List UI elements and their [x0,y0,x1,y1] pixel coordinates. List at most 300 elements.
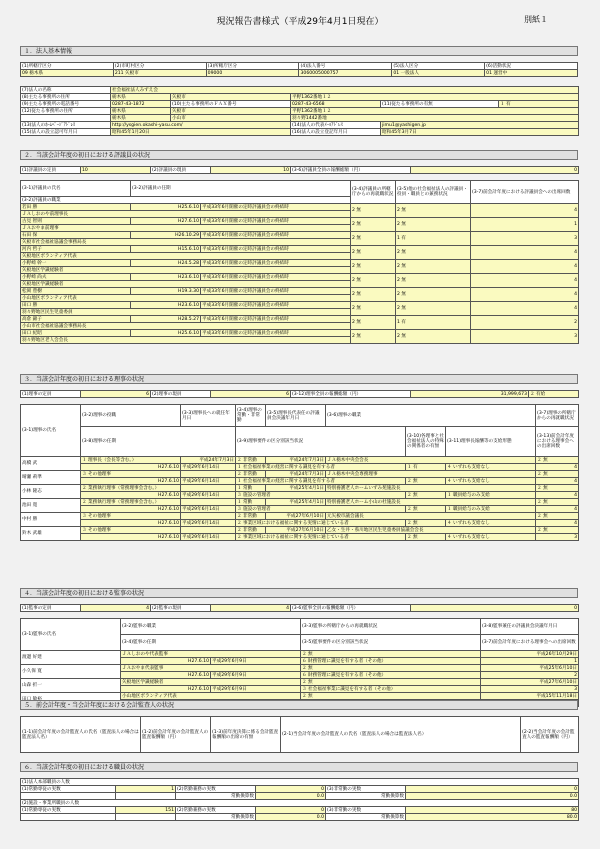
cell: 平成33年6月開催の定時評議員会の終結時 [201,218,351,225]
cell: (2)常勤兼務の実数 [176,786,256,793]
cell: １ 有 [406,464,446,471]
header-cell: (3-5)他の社会福祉法人の評議員・役員・職員との兼務状況 [396,181,471,204]
cell: ２ 業務執行理事（常務理事会含む。） [81,485,181,492]
header-cell: (3-4)理事の常勤・非常勤 [236,405,266,427]
cell: H28.5.27 [131,316,201,323]
cell: (10)主たる事務所のＦＡＸ番号 [171,101,291,108]
cell: ＪＡしおのや代表監事 [121,651,301,658]
cell: (1)法人本部職員の人数 [21,779,579,786]
cell: 平野1362番地１２ [291,94,579,101]
cell: 2 無 [351,218,396,232]
cell: (2)常勤兼務の実数 [176,807,256,814]
header-cell: (3-1)監事の氏名 [21,619,121,651]
cell: (9)主たる事務所の電話番号 [21,101,111,108]
cell: 平成29年6月9日 [211,658,301,665]
header-cell: (3-9)理事要件の区分別該当状況 [236,427,406,457]
cell: ２ 無 [536,513,579,520]
director-term-row [21,464,579,471]
section-5-title: ５．前会計年度・当会計年度における会計監査人の状況 [20,700,578,710]
cell: 1 [471,218,579,232]
cell: (2)理事の現員 [151,391,211,398]
cell: 平成25年4月1日 [266,499,326,506]
cell: 2 無 [396,274,471,288]
cell: １ 常勤 [236,485,266,492]
header-cell: (3-5)理事長代表任の評議員会決議年月日 [266,405,326,427]
cell: H25.6.10 [131,204,201,211]
cell: 小野崎 尚夫 [21,274,131,281]
cell: (3)非常勤の実数 [326,786,406,793]
cell: (14)法人の代表ﾒｰﾙｱﾄﾞﾚｽ [291,122,381,129]
cell: ２ 無 [536,499,579,506]
cell: 羽々野地区民生児童委員 [21,309,351,316]
cell: 田口 紀昭 [21,330,131,337]
director-row [21,485,579,492]
cell: 1 有 [396,232,471,246]
cell: 4 [536,464,579,471]
cell: ２ 無 [536,485,579,492]
cell: H27.6.10 [81,506,181,513]
auditor-row [21,693,579,700]
cell: 松岡 豊樹 [21,288,131,295]
councilor-row [21,232,579,239]
cell: 0 [256,786,326,793]
cell: 小野崎 幹一 [21,260,131,267]
cell: 6 [81,391,151,398]
cell: 4 [471,274,579,288]
s3-top-table [20,390,579,398]
cell: (1)監事の定員 [21,605,81,612]
s1-info-table [20,86,579,136]
header-cell: (3-1)評議員の氏名 [21,181,131,197]
cell: 平成29年6月14日 [181,478,236,485]
cell [21,115,111,122]
cell: 平成33年6月開催の定時評議員会の終結時 [201,246,351,253]
cell: ２ 無 [301,651,481,658]
header-cell: (3-13)前会計年度における理事会への出席回数 [536,427,579,457]
cell: 平成27年6月10日 [266,527,326,534]
cell: 4 [471,288,579,302]
cell: H27.6.10 [131,218,201,225]
cell: H19.3.30 [131,288,201,295]
header-cell: (3-4)監事の任期 [121,635,301,651]
cell: １ 有 [499,101,579,108]
cell: 矢板地区学識経験者 [21,267,351,274]
cell: 常勤換算数 [176,814,256,821]
cell: (12)従たる事務所の住所 [21,108,111,115]
header-cell: (3-1)理事の氏名 [21,405,81,457]
councilor-row [21,274,579,281]
cell: 田口 勝 [21,302,131,309]
cell: 1 [116,786,176,793]
cell: 0 [411,605,579,612]
cell: 0 [256,807,326,814]
cell: ６ 財務管理に識見を有する者（その他） [301,672,481,679]
cell: 平成33年6月開催の定時評議員会の終結時 [201,232,351,239]
cell: 平成33年6月開催の定時評議員会の終結時 [201,288,351,295]
cell: 2 無 [351,232,396,246]
header-cell: (3-2)評議員の職業 [21,197,351,204]
councilor-row [21,246,579,253]
cell: (1)常勤専従の実数 [21,786,116,793]
cell: 池田 寛 [21,499,81,513]
cell: 2 無 [351,316,396,330]
cell: 小山市社会福祉協議会事務局長 [21,323,351,330]
cell: 矢板地区学識経験者 [21,281,351,288]
header-cell: (3-7)前会計年度における理事会への出席回数 [481,635,579,651]
cell: H27.6.10 [121,686,211,693]
cell: 平成24年7月3日 [181,457,236,464]
cell: 平成29年6月14日 [181,520,236,527]
cell: H23.6.10 [131,274,201,281]
cell: 小山地区ボランティア代表 [121,693,301,700]
cell: 小山市 [171,115,291,122]
section-6-title: ６．当該会計年度の初日における職員の状況 [20,762,578,772]
cell: ２ 非常勤 [236,471,266,478]
cell: 4 [536,478,579,485]
cell: (4)法人番号 [299,63,392,70]
cell: ２ 無 [406,478,446,485]
cell: (3-6)評議員全員の報酬総額（円） [291,167,411,174]
cell: 09 栃木県 [21,70,114,77]
cell: 1 有 [396,316,471,330]
cell [181,499,236,506]
cell: 平成26年10月29日 [481,651,579,658]
accounting-auditor-table [20,716,579,753]
header-cell: (3-4)評議員の所轄庁からの再就職状況 [351,181,396,204]
cell: ２ 非常勤 [236,513,266,520]
cell: 2 無 [351,246,396,260]
auditors-table [20,618,579,707]
cell: 鈴木 武雄 [21,527,81,541]
cell: 平野1362番地１２ [291,108,579,115]
cell: (8)主たる事務所の住所 [21,94,111,101]
header-cell: (3-10)各理事と社会福祉法人の特殊の関係者の有無 [406,427,446,457]
cell: 栃木県 [111,94,171,101]
cell: ４ いずれも支給なし [446,520,536,527]
cell: H27.6.10 [81,534,181,541]
cell: ２ 業務執行理事（常務理事会含む。） [81,499,181,506]
cell: (1)常勤専従の実数 [21,807,116,814]
cell: 3 [536,534,579,541]
cell: H27.6.10 [121,672,211,679]
directors-table [20,404,579,541]
cell: 乙女・生井・県川地区民生児童委員協議会会長 [326,527,536,534]
cell: 矢板地区ボランティア代表 [21,253,351,260]
director-term-row [21,506,579,513]
cell: 4 [536,492,579,499]
cell: 2 無 [396,246,471,260]
councilors-table [20,180,579,344]
cell: 2 [481,672,579,679]
cell: 矢板市社会福祉協議会事務局長 [21,239,351,246]
director-term-row [21,478,579,485]
cell: 元矢板市議会議長 [326,513,536,520]
cell: 平成25年4月1日 [266,485,326,492]
cell: 平成29年6月14日 [181,464,236,471]
header-cell: (3-7)前会計年度における評議員会への出席回数 [471,181,579,204]
cell: (15)法人の設立認可年月日 [21,129,111,136]
cell: 古見 智則 [21,218,131,225]
cell: ３ その他理事 [81,471,181,478]
cell [21,814,116,821]
cell: 3 [471,232,579,246]
cell: 2 無 [351,302,396,316]
cell: 平成33年6月開催の定時評議員会の終結時 [201,302,351,309]
cell: ２ 事業区域における福祉に関する実情に通じている者 [236,520,406,527]
cell: (2)施設・事業所職員の人数 [21,800,579,807]
header-cell: (3-6)理事の職業 [326,405,536,427]
cell: 0 [411,167,579,174]
cell: 平成33年6月開催の定時評議員会の終結時 [201,274,351,281]
s4-top-table [20,604,579,612]
cell: 151 [116,807,176,814]
s2-top-table [20,166,579,174]
cell: ３ その他理事 [81,513,181,520]
cell: 平成29年6月9日 [211,686,301,693]
cell: 昭和45年3月7日 [381,129,579,136]
cell [181,527,236,534]
header-cell: (3-11)理事長報酬等の支給形態 [446,427,536,457]
cell: ２ 無 [536,457,579,464]
cell: ２ 非常勤 [236,527,266,534]
cell: 4 [81,605,151,612]
header-cell: (3-2)監事の職業 [121,619,301,635]
cell: 矢板市 [171,108,291,115]
cell: ＪＡ栃木中央会会長 [326,457,536,464]
cell: 2 無 [396,204,471,218]
cell: 小林 隆志 [21,485,81,499]
councilor-row [21,330,579,337]
cell: 10 [81,167,151,174]
cell: ３ 施設の管理者 [236,506,406,513]
cell: H23.6.10 [131,302,201,309]
cell: 211 矢板市 [113,70,206,77]
cell: ＪＡおやま代表監事 [121,665,301,672]
cell: (6)活動状況 [485,63,578,70]
cell: 高倉 錦子 [21,316,131,323]
cell: 平成27年6月10日 [266,513,326,520]
councilor-row [21,204,579,211]
cell: 0.0 [256,793,326,800]
cell: H27.6.10 [81,464,181,471]
cell: 4 [211,605,291,612]
director-row [21,499,579,506]
cell: H24.5.28 [131,260,201,267]
cell: 1 [481,658,579,665]
cell: 山森 折一 [21,679,121,693]
cell: (3)所轄庁区分 [206,63,299,70]
cell: 羽々野地区老人会会長 [21,337,351,344]
cell [21,793,116,800]
cell: ２ 無 [301,693,481,700]
cell: 3 [481,686,579,693]
cell: 0287-43-6568 [291,101,381,108]
cell: 4 [471,302,579,316]
auditor-row [21,679,579,686]
cell: 4 [471,260,579,274]
cell: 2 無 [396,288,471,302]
cell: 高橋 武 [21,457,81,471]
header-cell: (3-3)監事の所轄庁からの再就職状況 [301,619,481,635]
cell: 4 [536,520,579,527]
cell: 社会福祉法人みずえ会 [111,87,579,94]
cell: H27.6.10 [121,658,211,665]
cell: 0287-43-1872 [111,101,171,108]
cell: (2)市町村区分 [113,63,206,70]
cell: 平成33年6月開催の定時評議員会の終結時 [201,260,351,267]
cell: H15.6.10 [131,246,201,253]
auditor-row [21,651,579,658]
cell: ６ 財務管理に識見を有する者（その他） [301,658,481,665]
cell: 4 [471,204,579,218]
auditor-row [21,665,579,672]
cell [181,485,236,492]
cell: 常勤換算数 [326,793,406,800]
director-row [21,527,579,534]
s1-code-table [20,62,578,77]
cell: (1)所轄庁区分 [21,63,114,70]
cell: (2)評議員の現員 [151,167,211,174]
cell: (3)非常勤の実数 [326,807,406,814]
cell: 平成27年6月10日 [481,679,579,686]
cell: ４ いずれも支給なし [446,464,536,471]
cell: (5)法人区分 [392,63,485,70]
cell: 栃木県 [111,108,171,115]
cell: 平成29年6月14日 [181,506,236,513]
cell: (11)従たる事務所の有無 [381,101,499,108]
header-cell: (3-8)監事兼任の評議員会決議年月日 [481,619,579,635]
cell: 2 無 [396,302,471,316]
director-term-row [21,520,579,527]
cell: ３ 施設の管理者 [236,492,406,499]
cell: 河内 哲子 [21,246,131,253]
cell: 2 無 [396,330,471,344]
cell: http://ysgien.okashi-yasu.com/ [111,122,291,129]
cell: 2 無 [351,288,396,302]
cell: H27.6.10 [81,520,181,527]
cell: H26.10.29 [131,232,201,239]
cell: 01 運営中 [485,70,578,77]
header-cell: (2-2)当会計年度の会計監査人の監査報酬額（円） [521,717,579,753]
header-cell: (2-1)当会計年度の会計監査人の氏名（監査法人の場合は監査法人名） [281,717,521,753]
cell: 2 無 [351,274,396,288]
cell: 平成33年6月開催の定時評議員会の終結時 [201,330,351,337]
cell: １ 職員給与のみ支給 [446,492,536,499]
cell: 4 [536,506,579,513]
cell: 3 [471,330,579,344]
cell: H27.6.10 [81,492,181,499]
cell: 平成33年6月開催の定時評議員会の終結時 [201,316,351,323]
cell: 平成29年6月9日 [211,672,301,679]
cell: ３ 社会福祉事業に識見を有する者（その他） [301,686,481,693]
cell: １ 社会福祉事業の経営に関する識見を有する者 [236,464,406,471]
cell: 6 [211,391,291,398]
cell: ２ 無 [406,520,446,527]
cell: ３ その他理事 [81,527,181,534]
cell: 0 [406,786,579,793]
cell: 石田 保 [21,232,131,239]
header-cell: (3-8)理事の任期 [81,427,236,457]
cell: ２ 無 [406,534,446,541]
cell [116,793,176,800]
cell: 2 [471,316,579,330]
cell: 栃木県 [111,115,171,122]
header-cell: (1-2)前会計年度の会計監査人の監査報酬額（円） [141,717,211,753]
cell: (2)監事の現員 [151,605,211,612]
cell: 羽々野1442番地 [291,115,579,122]
staff-table [20,778,579,821]
cell: 若田 勝 [21,204,131,211]
director-row [21,457,579,464]
cell: 渡邊 好建 [21,651,121,665]
cell: ＪＡおやま前理事 [21,225,351,232]
cell: 0.0 [256,814,326,821]
cell: ２ 無 [406,492,446,499]
cell: 矢板地区学識経験者 [121,679,301,686]
cell: (3-12)理事全員の報酬総額（円） [291,391,411,398]
cell: 10 [211,167,291,174]
director-row [21,471,579,478]
cell: 2 無 [396,260,471,274]
director-term-row [21,492,579,499]
cell: １ 社会福祉事業の経営に関する識見を有する者 [236,478,406,485]
header-cell: (1-3)前年度決算に係る会計監査報酬額の出席の有無 [211,717,281,753]
cell: 2 無 [351,260,396,274]
cell: (16)法人の設立登記年月日 [291,129,381,136]
header-cell: (3-7)理事の所轄庁からの再就職状況 [536,405,579,427]
cell: ２ 無 [536,527,579,534]
header-cell: (3-2)評議員の任期 [131,181,351,197]
cell: 平成24年7月3日 [266,471,326,478]
cell: H25.6.10 [131,330,201,337]
cell: 常勤換算数 [176,793,256,800]
cell: 平成24年7月3日 [266,457,326,464]
cell: 常勤換算数 [326,814,406,821]
cell: 平成15年11月18日 [481,693,579,700]
cell: 矢板市 [171,94,291,101]
cell: 80.0 [406,814,579,821]
cell: １ 職員給与のみ支給 [446,506,536,513]
cell: (7)法人の名称 [21,87,111,94]
section-3-title: ３．当該会計年度の初日における理事の状況 [20,374,578,384]
cell: １ 常勤 [236,499,266,506]
cell: ２ 無 [536,471,579,478]
cell: ２ 無 [301,665,481,672]
header-cell: (3-5)監事要件の区分別該当状況 [301,635,481,651]
councilor-row [21,302,579,309]
cell [181,471,236,478]
cell: 3060005000757 [299,70,392,77]
cell: 小山地区ボランティア代表 [21,295,351,302]
cell [181,513,236,520]
cell: 31,999,673 [411,391,529,398]
cell: ２ 無 [406,506,446,513]
councilor-row [21,260,579,267]
cell: 0.0 [406,793,579,800]
cell: (1)評議員の定員 [21,167,81,174]
page-title: 現況報告書様式（平成29年4月1日現在） [216,17,384,27]
councilor-row [21,316,579,323]
cell: 01 一般法人 [392,70,485,77]
cell: 80 [406,807,579,814]
councilor-row [21,288,579,295]
attachment-tag: 別紙１ [524,15,548,24]
cell: １ 理事長（会長等含む。） [81,457,181,464]
cell: 晴瀬 莉準 [21,471,81,485]
director-term-row [21,534,579,541]
cell: 昭和45年1月20日 [111,129,291,136]
cell: 2 無 [396,218,471,232]
